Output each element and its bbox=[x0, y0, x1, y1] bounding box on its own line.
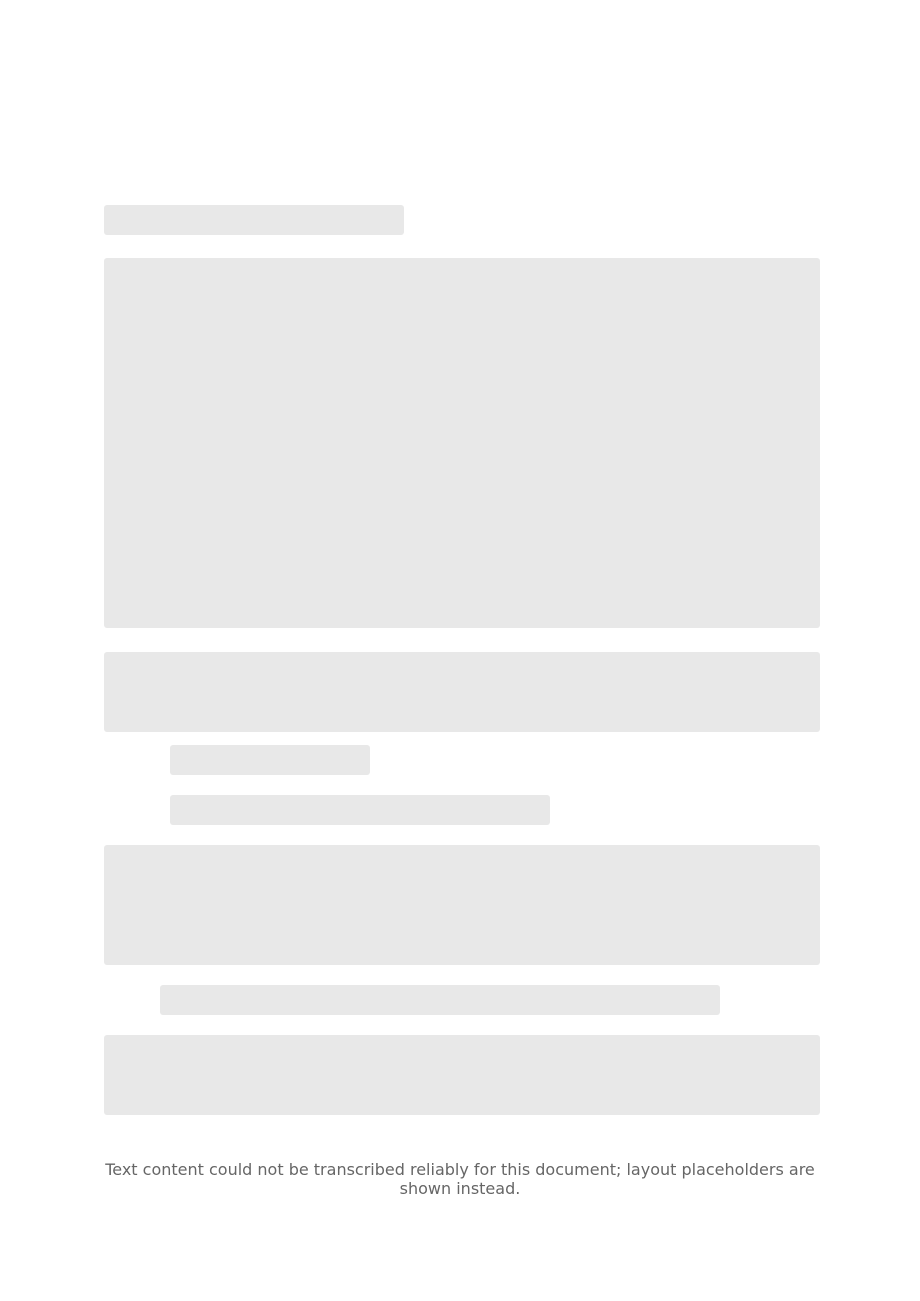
placeholder-list-item bbox=[170, 795, 550, 825]
placeholder-addressee bbox=[104, 205, 404, 235]
placeholder-footer-title bbox=[104, 1035, 820, 1115]
placeholder-paragraph-docs bbox=[104, 652, 820, 732]
notice-text: Text content could not be transcribed reliably for this document; layout placeholders are shown instead. bbox=[105, 1160, 815, 1198]
placeholder-list-item bbox=[104, 845, 820, 965]
placeholder-list-item bbox=[160, 985, 720, 1015]
placeholder-paragraph-intro bbox=[104, 258, 820, 628]
placeholder-list-item bbox=[170, 745, 370, 775]
